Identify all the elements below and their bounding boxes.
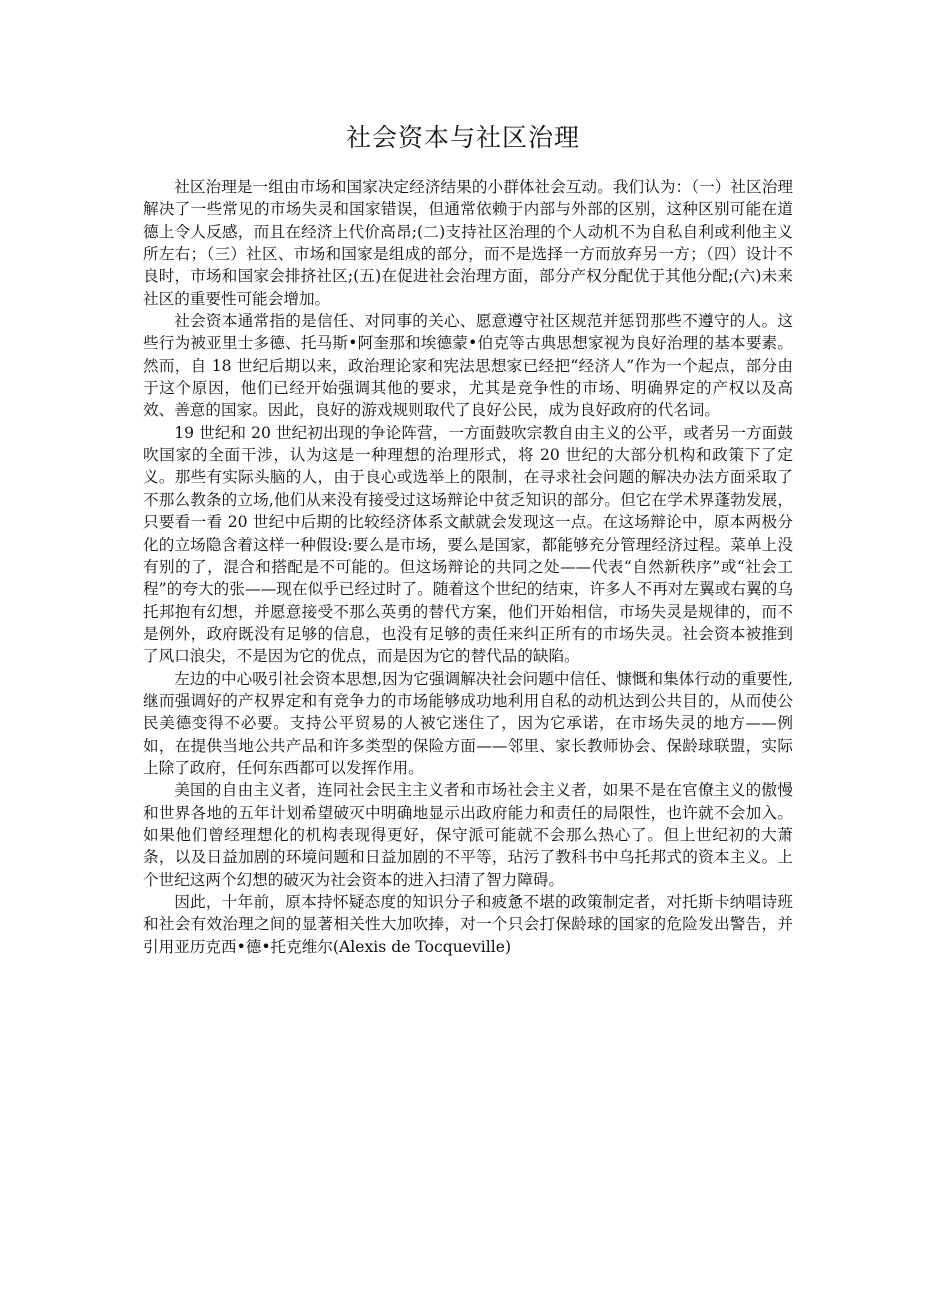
- paragraph: 19 世纪和 20 世纪初出现的争论阵营，一方面鼓吹宗教自由主义的公平，或者另一方面鼓吹国家的全面干涉，认为这是一种理想的治理形式，将 20 世纪的大部分机构和政策下了定义。那些有实际头脑的人，由于良心或选举上的限制，在寻求社会问题的解决办法方面采取了不那么教条的立场,他们从来没有接受过这场辩论中贫乏知识的部分。但它在学术界蓬勃发展，只要看一看 20 世纪中后期的比较经济体系文献就会发现这一点。在这场辩论中，原本两极分化的立场隐含着这样一种假设:要么是市场，要么是国家，都能够充分管理经济过程。菜单上没有别的了，混合和搭配是不可能的。但这场辩论的共同之处——代表“自然新秩序”或“社会工程”的夸大的张——现在似乎已经过时了。随着这个世纪的结束，许多人不再对左翼或右翼的乌托邦抱有幻想，并愿意接受不那么英勇的替代方案，他们开始相信，市场失灵是规律的，而不是例外，政府既没有足够的信息，也没有足够的责任来纠正所有的市场失灵。社会资本被推到了风口浪尖，不是因为它的优点，而是因为它的替代品的缺陷。: [143, 423, 793, 666]
- paragraph: 社会资本通常指的是信任、对同事的关心、愿意遵守社区规范并惩罚那些不遵守的人。这些行为被亚里士多德、托马斯•阿奎那和埃德蒙•伯克等古典思想家视为良好治理的基本要素。然而，自 18 世纪后期以来，政治理论家和宪法思想家已经把“经济人”作为一个起点，部分由于这个原因，他们已经开始强调其他的要求，尤其是竞争性的市场、明确界定的产权以及高效、善意的国家。因此，良好的游戏规则取代了良好公民，成为良好政府的代名词。: [143, 312, 793, 420]
- paragraph: 因此，十年前，原本持怀疑态度的知识分子和疲惫不堪的政策制定者，对托斯卡纳唱诗班和社会有效治理之间的显著相关性大加吹捧，对一个只会打保龄球的国家的危险发出警告，并引用亚历克西•德•托克维尔(Alexis de Tocqueville): [143, 893, 793, 956]
- paragraph: 美国的自由主义者，连同社会民主主义者和市场社会主义者，如果不是在官僚主义的傲慢和世界各地的五年计划希望破灭中明确地显示出政府能力和责任的局限性，也许就不会加入。如果他们曾经理想化的机构表现得更好，保守派可能就不会那么热心了。但上世纪初的大萧条，以及日益加剧的环境问题和日益加剧的不平等，玷污了教科书中乌托邦式的资本主义。上个世纪这两个幻想的破灭为社会资本的进入扫清了智力障碍。: [143, 781, 793, 889]
- paragraph: 社区治理是一组由市场和国家决定经济结果的小群体社会互动。我们认为：（一）社区治理解决了一些常见的市场失灵和国家错误，但通常依赖于内部与外部的区别，这种区别可能在道德上令人反感，而且在经济上代价高昂;(二)支持社区治理的个人动机不为自私自利或利他主义所左右；（三）社区、市场和国家是组成的部分，而不是选择一方而放弃另一方；（四）设计不良时，市场和国家会排挤社区;(五)在促进社会治理方面，部分产权分配优于其他分配;(六)未来社区的重要性可能会增加。: [143, 178, 793, 308]
- paragraph: 左边的中心吸引社会资本思想,因为它强调解决社会问题中信任、慷慨和集体行动的重要性,继而强调好的产权界定和有竞争力的市场能够成功地利用自私的动机达到公共目的，从而使公民美德变得不必要。支持公平贸易的人被它迷住了，因为它承诺，在市场失灵的地方——例如，在提供当地公共产品和许多类型的保险方面——邻里、家长教师协会、保龄球联盟，实际上除了政府，任何东西都可以发挥作用。: [143, 669, 793, 777]
- document-title: 社会资本与社区治理: [345, 123, 580, 152]
- document-body: [143, 176, 793, 958]
